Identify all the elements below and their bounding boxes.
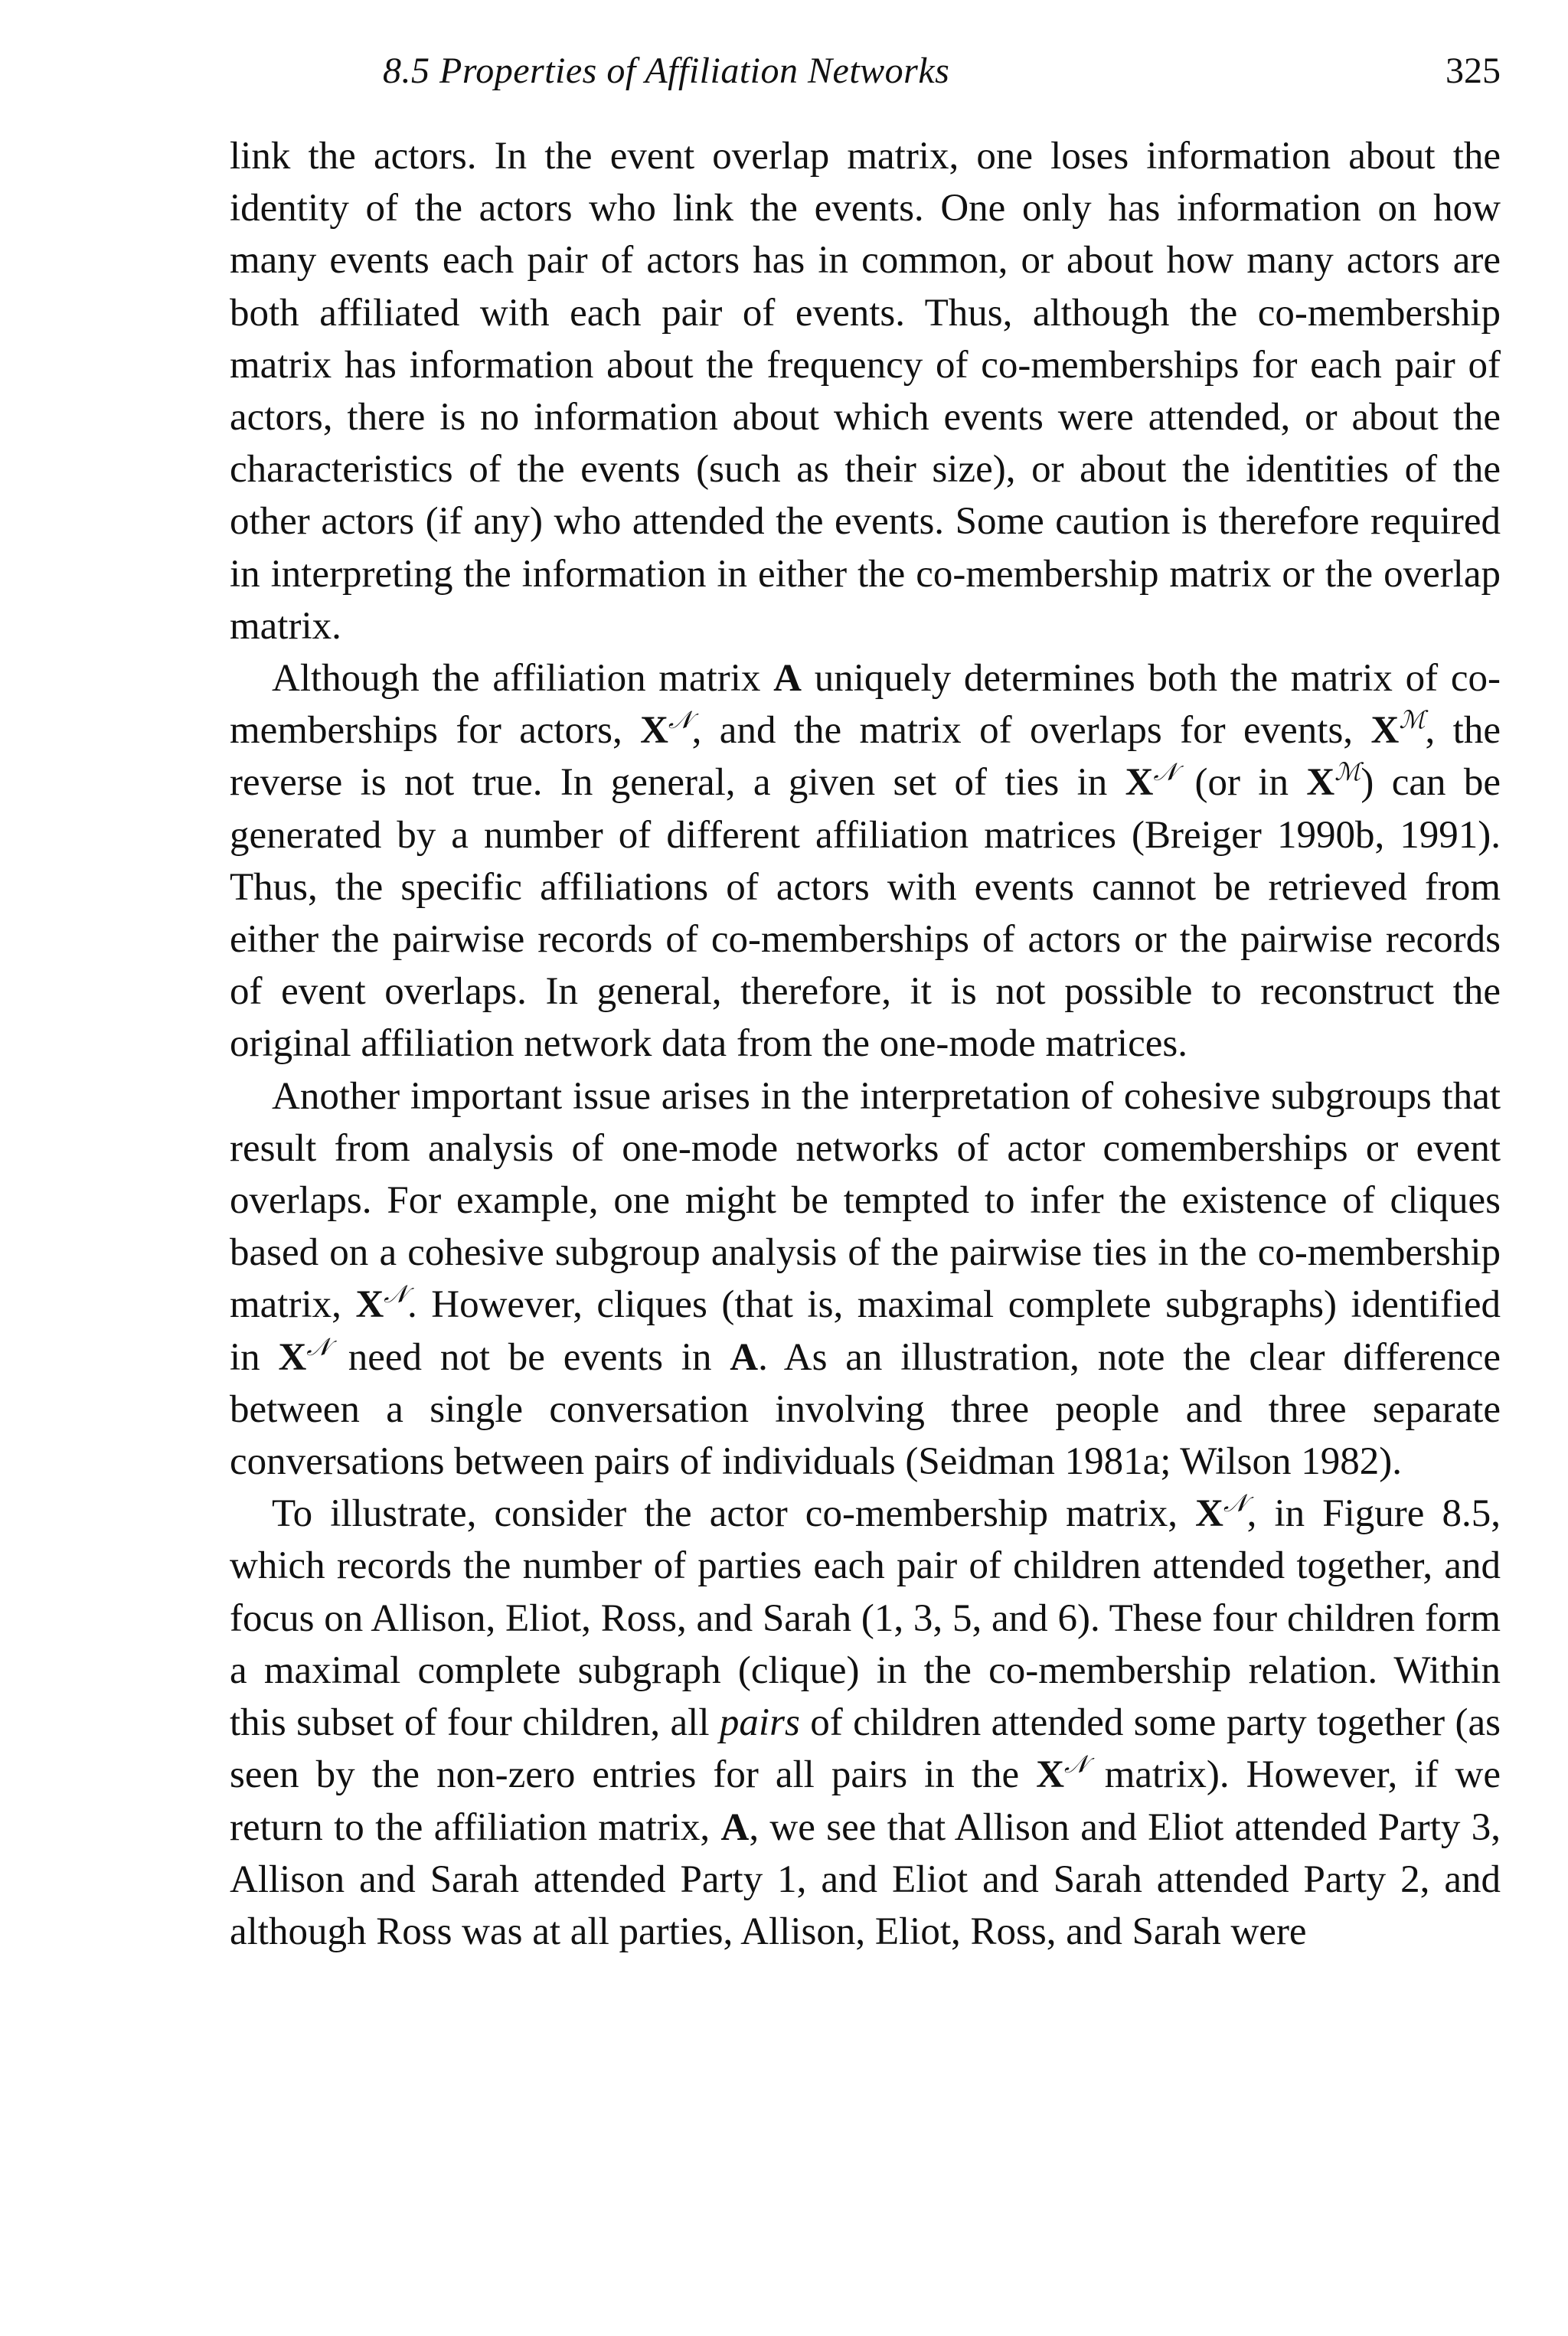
paragraph-1 [230,130,1501,652]
superscript: 𝒩 [1153,758,1178,786]
matrix-symbol: X [1125,761,1154,805]
matrix-symbol: A [773,657,802,701]
text-run: of children attended some party together (as seen by the non-zero entries for all pairs in the [230,1701,1501,1797]
text-run: . As an illustration, note the clear difference between a single conversation involving three people and three separate conversations between pairs of individuals (Seidman 1981a; Wilson 1982). [230,1335,1501,1484]
matrix-symbol: X [640,709,668,753]
emphasis: pairs [719,1701,800,1745]
matrix-symbol: X [1370,709,1400,753]
superscript: 𝒩 [1064,1750,1088,1779]
superscript: 𝒩 [1223,1489,1247,1518]
text-run: , and the matrix of overlaps for events, [691,709,1371,753]
text-run: link the actors. In the event overlap matrix, one loses information about the identity of the actors who link the events. One only has information on how many events each pair of actors has in common, or about how many actors are both affiliated with each pair of events. Thus, although the co-membership matrix has information about the frequency of co-memberships for each pair of actors, there is no information about which events were attended, or about the characteristics of the events (such as their size), or about the identities of the other actors (if any) who attended the events. Some caution is therefore required in interpreting the information in either the co-membership matrix or the overlap matrix. [230,135,1501,648]
matrix-symbol: A [730,1335,759,1379]
superscript: 𝒩 [668,706,692,734]
running-head [230,50,1501,111]
text-run: need not be events in [329,1335,730,1379]
text-run: matrix). However, if we return to the affiliation matrix, [230,1753,1501,1849]
text-run: , we see that Allison and Eliot attended Party 3, Allison and Sarah attended Party 1, and Eliot and Sarah attended Party 2, and although Ross was at all parties, Allison, Eliot, Ross, and Sarah were [230,1805,1501,1953]
matrix-symbol: X [1306,761,1335,805]
paragraph-4 [230,1488,1501,1958]
paragraph-2 [230,652,1501,1070]
superscript: 𝒩 [384,1280,407,1308]
matrix-symbol: A [720,1805,750,1849]
text-run: ) can be generated by a number of different affiliation matrices (Breiger 1990b, 1991). Thus, the specific affiliations of actors with events cannot be retrieved from either the pairwise records of co-memberships of actors or the pairwise records of event overlaps. In general, therefore, it is not possible to reconstruct the original affiliation network data from the one-mode matrices. [230,761,1501,1066]
body-text [230,130,1501,1958]
text-run: . However, cliques (that is, maximal complete subgraphs) identified in [230,1283,1501,1379]
page-number: 325 [1446,51,1501,91]
text-run: uniquely determines both the matrix of co-memberships for actors, [230,657,1501,753]
matrix-symbol: X [1195,1492,1223,1536]
matrix-symbol: X [1036,1753,1065,1797]
text-run: Another important issue arises in the interpretation of cohesive subgroups that result from analysis of one-mode networks of actor comemberships or event overlaps. For example, one might be tempted to infer the existence of cliques based on a cohesive subgroup analysis of the pairwise ties in the co-membership matrix, [230,1074,1501,1327]
paragraph-3 [230,1070,1501,1488]
running-title: 8.5 Properties of Affiliation Networks [383,51,950,91]
text-run: , the reverse is not true. In general, a given set of ties in [230,709,1501,805]
text-run: (or in [1177,761,1307,805]
text-run: , in Figure 8.5, which records the number of parties each pair of children attended together, and focus on Allison, Eliot, Ross, and Sarah (1, 3, 5, and 6). These four children form a maximal complete subgraph (clique) in the co-membership relation. Within this subset of four children, all [230,1492,1501,1745]
matrix-symbol: X [355,1283,384,1327]
superscript: 𝒩 [306,1332,330,1361]
superscript: ℳ [1334,758,1361,786]
superscript: ℳ [1399,706,1426,734]
text-run: To illustrate, consider the actor co-membership matrix, [272,1492,1196,1536]
matrix-symbol: X [278,1335,307,1379]
text-run: Although the affiliation matrix [272,657,774,701]
